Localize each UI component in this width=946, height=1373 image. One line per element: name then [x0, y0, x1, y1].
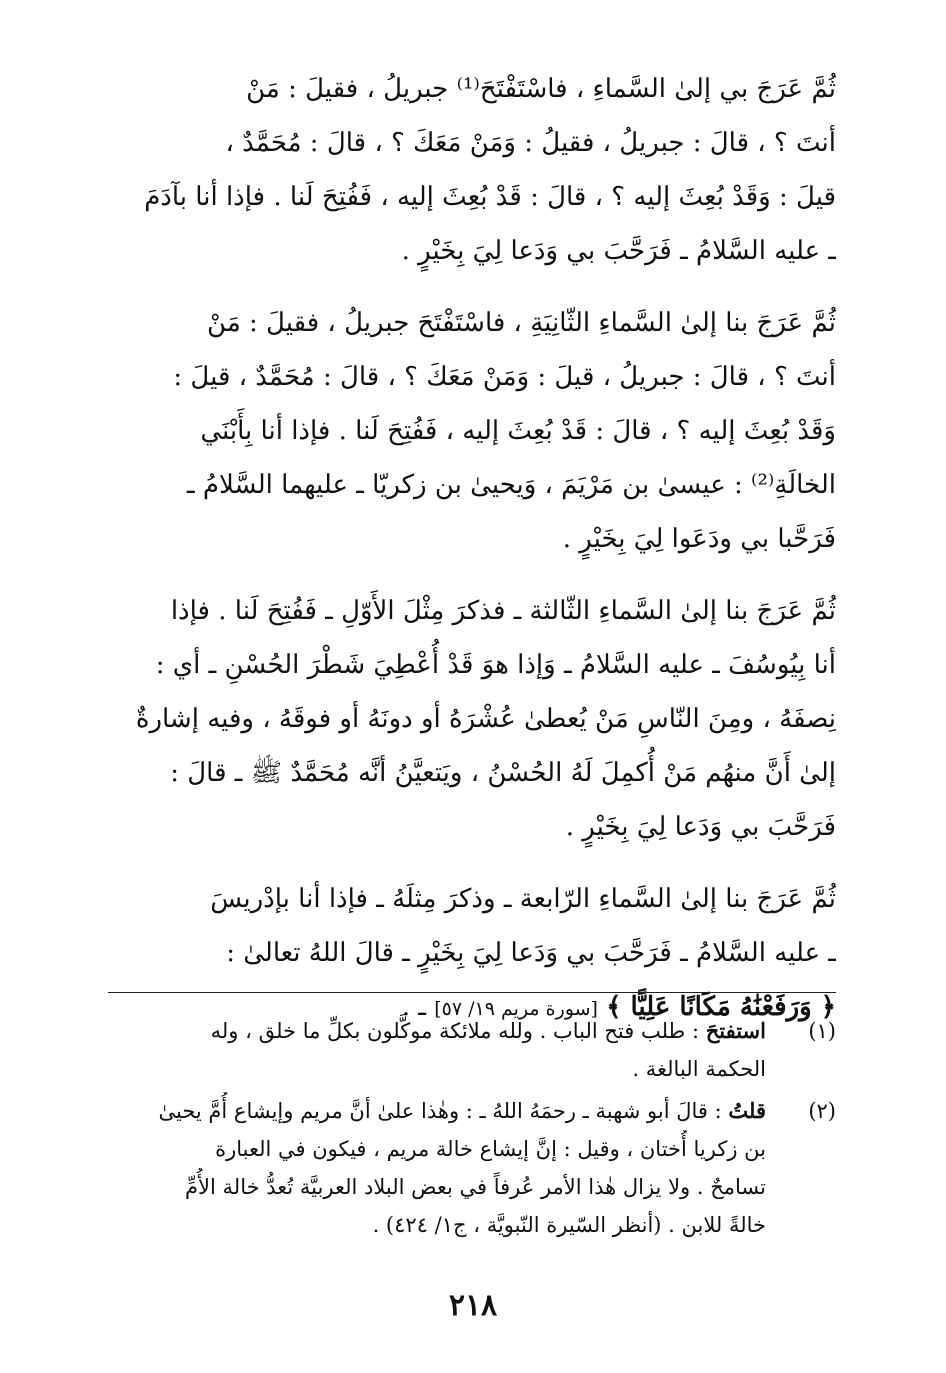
text-line: نِصفَهُ ، ومِنَ النّاسِ مَنْ يُعطىٰ عُشْرَهُ أو دونَهُ أو فوقَهُ ، وفيه إشارةٌ	[135, 704, 836, 734]
verse-citation: [سورة مريم ١٩/ ٥٧]	[434, 998, 598, 1020]
footnote-line: خالةً للابن . (أنظر السّيرة النّبويَّة ، ج١/ ٤٢٤) .	[372, 1213, 766, 1237]
footnote-text: : طلب فتح الباب . ولله ملائكة موكَّلون بكلِّ ما خلق ، وله	[210, 1019, 700, 1043]
main-text	[100, 62, 836, 1054]
footnote-number: (١)	[808, 1019, 836, 1043]
text-line: ـ عليه السَّلامُ ـ فَرَحَّبَ بي وَدَعا لِيَ بِخَيْرٍ ـ قالَ اللهُ تعالىٰ :	[226, 938, 836, 968]
footnote-line: بن زكريا أُختان ، وقيل : إنَّ إيشاع خالة مريم ، فيكون في العبارة	[215, 1137, 766, 1161]
footnote-text: : قالَ أبو شهبة ـ رحمَهُ اللهُ ـ : وهٰذا علىٰ أنَّ مريم وإيشاع أُمَّ يحيىٰ	[158, 1099, 722, 1123]
footnote-heading: قلتُ	[728, 1098, 766, 1123]
quran-verse: ﴿ وَرَفَعْنَٰهُ مَكَانًا عَلِيًّا ﴾	[606, 992, 836, 1022]
text-line: ثُمَّ عَرَجَ بنا إلىٰ السَّماءِ الرّابعة ـ وذكرَ مِثلَهُ ـ فإذا أنا بإدْريسَ	[210, 884, 836, 914]
text-line: فَرَحَّبا بي ودَعَوا لِيَ بِخَيْرٍ .	[562, 524, 836, 554]
footnote-line	[100, 1092, 766, 1130]
footnote-heading: استفتحَ	[705, 1018, 766, 1043]
footnote-1	[100, 1012, 836, 1088]
paragraph-3	[100, 584, 836, 854]
text-line: أنتَ ؟ ، قالَ : جبريلُ ، قيلَ : وَمَنْ مَعَكَ ؟ ، قالَ : مُحَمَّدٌ ، قيلَ :	[173, 362, 836, 392]
page-number: ٢١٨	[448, 1288, 498, 1323]
text-line: ثُمَّ عَرَجَ بنا إلىٰ السَّماءِ الثّانِيَةِ ، فاسْتَفْتَحَ جبريلُ ، فقيلَ : مَنْ	[207, 308, 836, 338]
text-line: أنتَ ؟ ، قالَ : جبريلُ ، فقيلُ : وَمَنْ مَعَكَ ؟ ، قالَ : مُحَمَّدٌ ،	[225, 128, 836, 158]
text-line: ثُمَّ عَرَجَ بي إلىٰ السَّماءِ ، فاسْتَفْتَحَ⁽¹⁾ جبريلُ ، فقيلَ : مَنْ	[246, 74, 836, 104]
text-line: ـ عليه السَّلامُ ـ فَرَحَّبَ بي وَدَعا لِيَ بِخَيْرٍ .	[401, 236, 836, 266]
text-line: قيلَ : وَقَدْ بُعِثَ إليه ؟ ، قالَ : قَدْ بُعِثَ إليه ، فَفُتِحَ لَنا . فإذا أنا بآدَمَ	[144, 182, 836, 212]
footnotes	[100, 1012, 836, 1248]
text-line: فَرَحَّبَ بي وَدَعا لِيَ بِخَيْرٍ .	[565, 812, 836, 842]
text-line: ثُمَّ عَرَجَ بنا إلىٰ السَّماءِ الثّالثة ـ فذكرَ مِثْلَ الأَوّلِ ـ فَفُتِحَ لَنا . فإذا	[170, 596, 836, 626]
paragraph-2	[100, 296, 836, 566]
paragraph-1	[100, 62, 836, 278]
footnote-line: الحكمة البالغة .	[632, 1057, 766, 1081]
footnote-2	[100, 1092, 836, 1244]
text-line: إلىٰ أَنَّ منهُم مَنْ أُكمِلَ لَهُ الحُسْنُ ، ويَتعيَّنُ أنَّه مُحَمَّدٌ ﷺ ـ قالَ :	[170, 758, 836, 788]
footnote-separator	[108, 992, 836, 993]
text-line: أنا بِيُوسُفَ ـ عليه السَّلامُ ـ وَإذا هوَ قَدْ أُعْطِيَ شَطْرَ الحُسْنِ ـ أي :	[155, 650, 836, 680]
text-line: وَقَدْ بُعِثَ إليه ؟ ، قالَ : قَدْ بُعِثَ إليه ، فَفُتِحَ لَنا . فإذا أنا بِأَبْنَي	[200, 416, 836, 446]
footnote-line: تسامحٌ . ولا يزال هٰذا الأمر عُرفاً في بعض البلاد العربيَّة تُعدُّ خالة الأُمِّ	[185, 1175, 766, 1199]
text-line: الخالَةِ⁽²⁾ : عيسىٰ بن مَرْيَمَ ، وَيحيىٰ بن زكريّا ـ عليهما السَّلامُ ـ	[187, 470, 836, 500]
footnote-number: (٢)	[808, 1099, 836, 1123]
footnote-line	[100, 1012, 766, 1050]
verse-closing: ـ .	[401, 992, 426, 1022]
